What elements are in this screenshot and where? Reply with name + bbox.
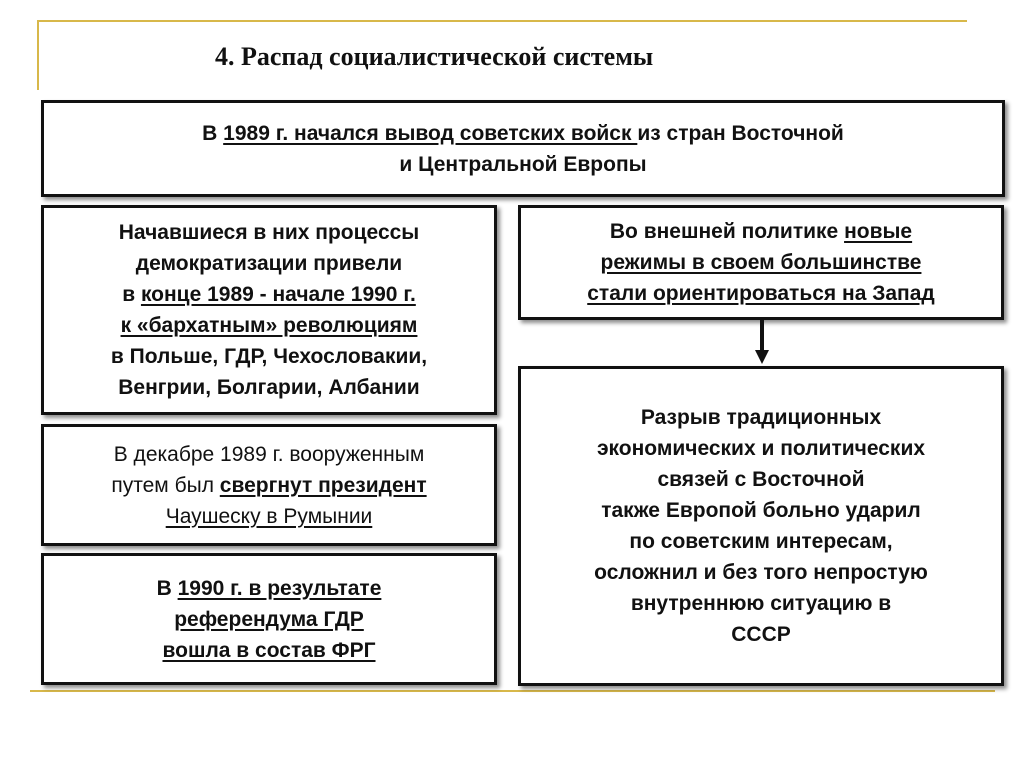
romania-line-1: В декабре 1989 г. вооруженным — [113, 442, 425, 466]
gdr-line-3: вошла в состав ФРГ — [162, 638, 376, 662]
democ-line-5: в Польше, ГДР, Чехословакии, — [110, 345, 428, 368]
gdr-referendum-box — [41, 553, 497, 685]
down-arrow-shaft — [760, 320, 764, 352]
withdrawal-line-2: и Центральной Европы — [399, 152, 647, 176]
decorative-top-line — [37, 20, 967, 22]
break-line: СССР — [731, 623, 791, 646]
foreign-policy-box — [518, 205, 1004, 320]
break-line: экономических и политических — [596, 437, 926, 460]
foreign-line-2: режимы в своем большинстве — [600, 251, 922, 274]
withdrawal-box — [41, 100, 1005, 197]
decorative-vertical-line — [37, 20, 39, 90]
ties-break-box — [518, 366, 1004, 686]
democ-line-2: демократизации привели — [135, 252, 403, 275]
romania-box — [41, 424, 497, 546]
break-line: также Европой больно ударил — [601, 499, 921, 522]
break-line: внутреннюю ситуацию в — [630, 592, 892, 615]
romania-line-3: Чаушеску в Румынии — [165, 504, 373, 528]
break-line: осложнил и без того непростую — [594, 561, 928, 584]
foreign-line-1: Во внешней политике новые — [609, 220, 913, 243]
break-line: связей с Восточной — [657, 468, 865, 491]
down-arrow-icon — [755, 350, 769, 364]
democ-line-1: Начавшиеся в них процессы — [118, 221, 420, 244]
break-line: по советским интересам, — [629, 530, 893, 553]
slide-title: 4. Распад социалистической системы — [215, 42, 654, 71]
democ-line-6: Венгрии, Болгарии, Албании — [118, 376, 420, 399]
democratization-box — [41, 205, 497, 415]
democ-line-4: к «бархатным» революциям — [120, 314, 418, 337]
democ-line-3: в конце 1989 - начале 1990 г. — [122, 283, 416, 306]
break-line: Разрыв традиционных — [640, 406, 882, 429]
withdrawal-line-1: В 1989 г. начался вывод советских войск из стран Восточной — [202, 121, 844, 145]
gdr-line-2: референдума ГДР — [174, 607, 364, 631]
foreign-line-3: стали ориентироваться на Запад — [587, 282, 935, 305]
romania-line-2: путем был свергнут президент — [111, 473, 427, 497]
gdr-line-1: В 1990 г. в результате — [156, 576, 382, 600]
decorative-bottom-line — [30, 690, 995, 692]
